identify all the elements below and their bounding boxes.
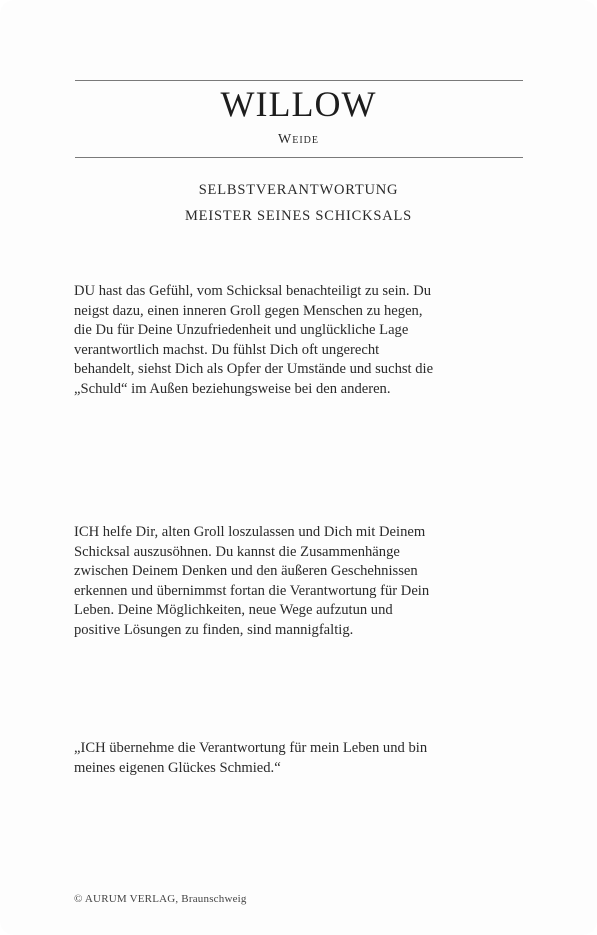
top-divider	[75, 80, 523, 81]
du-paragraph	[74, 282, 524, 400]
keyword-line: MEISTER SEINES SCHICKSALS	[184, 208, 413, 224]
text-line: verantwortlich machst. Du fühlst Dich oft ungerecht	[74, 341, 380, 358]
text-line: ICH helfe Dir, alten Groll loszulassen und Dich mit Deinem	[74, 524, 426, 540]
text-line: Leben. Deine Möglichkeiten, neue Wege aufzutun und	[74, 602, 393, 619]
text-line: meines eigenen Glückes Schmied.“	[74, 759, 281, 776]
text-line: „Schuld“ im Außen beziehungsweise bei den anderen.	[74, 380, 391, 397]
text-line: neigst dazu, einen inneren Groll gegen Menschen zu hegen,	[74, 302, 423, 319]
bottom-divider	[75, 157, 523, 158]
text-line: „ICH übernehme die Verantwortung für mein Leben und bin	[74, 740, 428, 756]
text-line: zwischen Deinem Denken und den äußeren Geschehnissen	[74, 563, 418, 580]
keyword-line: SELBSTVERANTWORTUNG	[198, 182, 399, 198]
affirmation-quote	[74, 739, 524, 778]
text-line: positive Lösungen zu finden, sind mannigfaltig.	[74, 621, 354, 638]
keywords-block	[0, 177, 597, 229]
ich-paragraph	[74, 523, 524, 641]
text-line: Schicksal auszusöhnen. Du kannst die Zusammenhänge	[74, 543, 400, 560]
text-line: DU hast das Gefühl, vom Schicksal benachteiligt zu sein. Du	[74, 283, 432, 299]
text-line: die Du für Deine Unzufriedenheit und unglückliche Lage	[74, 322, 409, 339]
text-line: erkennen und übernimmst fortan die Verantwortung für Dein	[74, 582, 430, 599]
card-subtitle: Weide	[278, 132, 319, 147]
card-title: WILLOW	[220, 84, 377, 124]
text-line: behandelt, siehst Dich als Opfer der Umstände und suchst die	[74, 361, 434, 378]
copyright-notice: © AURUM VERLAG, Braunschweig	[74, 893, 247, 905]
